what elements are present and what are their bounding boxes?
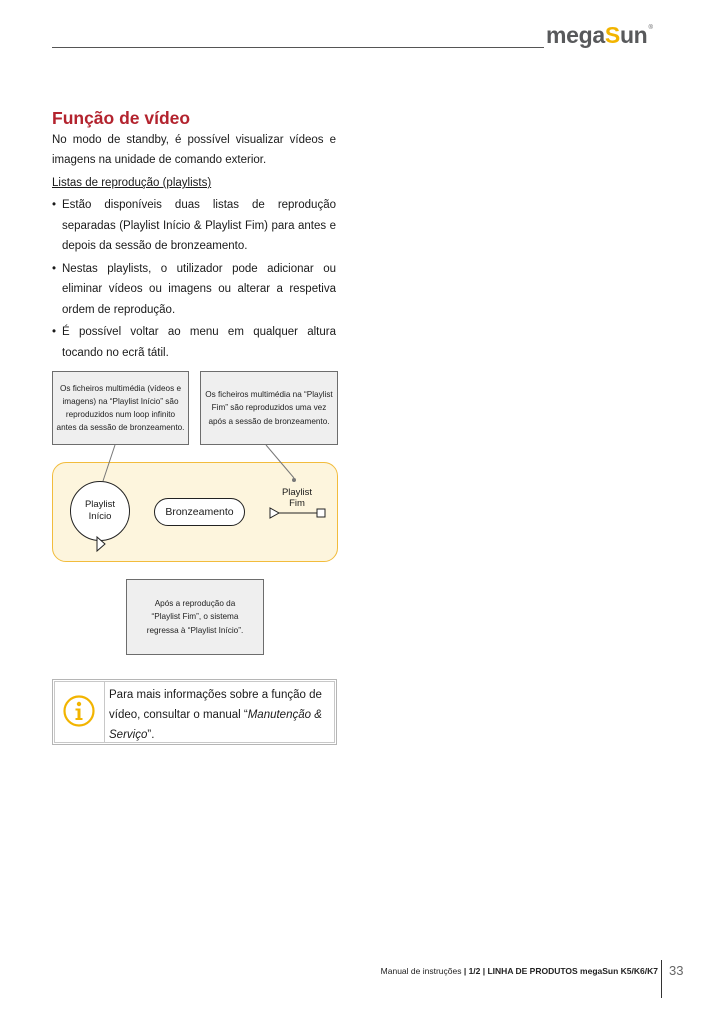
intro-paragraph: No modo de standby, é possível visualizar vídeos e imagens na unidade de comando exterior. — [52, 134, 336, 166]
megasun-logo: megaSun® — [546, 22, 653, 48]
footer-divider — [661, 960, 662, 998]
info-box — [52, 679, 337, 745]
note-return: Após a reprodução da “Playlist Fim”, o sistema regressa à “Playlist Início”. — [126, 579, 264, 655]
info-icon-cell — [55, 682, 105, 742]
bullet-item: • Estão disponíveis duas listas de reprodução separadas (Playlist Início & Playlist Fim) para antes e depois da sessão de bronzeamento. — [52, 199, 336, 252]
playlist-end-label: Playlist Fim — [281, 487, 313, 509]
session-node: Bronzeamento — [154, 498, 245, 526]
playlists-subheading: Listas de reprodução (playlists) — [52, 177, 212, 189]
info-icon — [63, 695, 95, 727]
footer-text: Manual de instruções | 1/2 | LINHA DE PRODUTOS megaSun K5/K6/K7 — [380, 966, 658, 976]
page-number: 33 — [669, 963, 684, 978]
bullet-item: • Nestas playlists, o utilizador pode adicionar ou eliminar vídeos ou imagens ou alterar a respetiva ordem de reprodução. — [52, 262, 336, 316]
playlist-start-loop: Playlist Início — [70, 481, 130, 541]
info-text: Para mais informações sobre a função de vídeo, consultar o manual “Manutenção & Serviço”. — [109, 689, 322, 741]
note-playlist-end: Os ficheiros multimédia na “Playlist Fim” são reproduzidos uma vez após a sessão de bronzeamento. — [200, 371, 338, 445]
note-playlist-start: Os ficheiros multimédia (vídeos e imagens) na “Playlist Início” são reproduzidos num loop infinito antes da sessão de bronzeamento. — [52, 371, 189, 445]
section-title: Função de vídeo — [52, 108, 191, 128]
bullet-item: • É possível voltar ao menu em qualquer altura tocando no ecrã tátil. — [52, 326, 336, 359]
